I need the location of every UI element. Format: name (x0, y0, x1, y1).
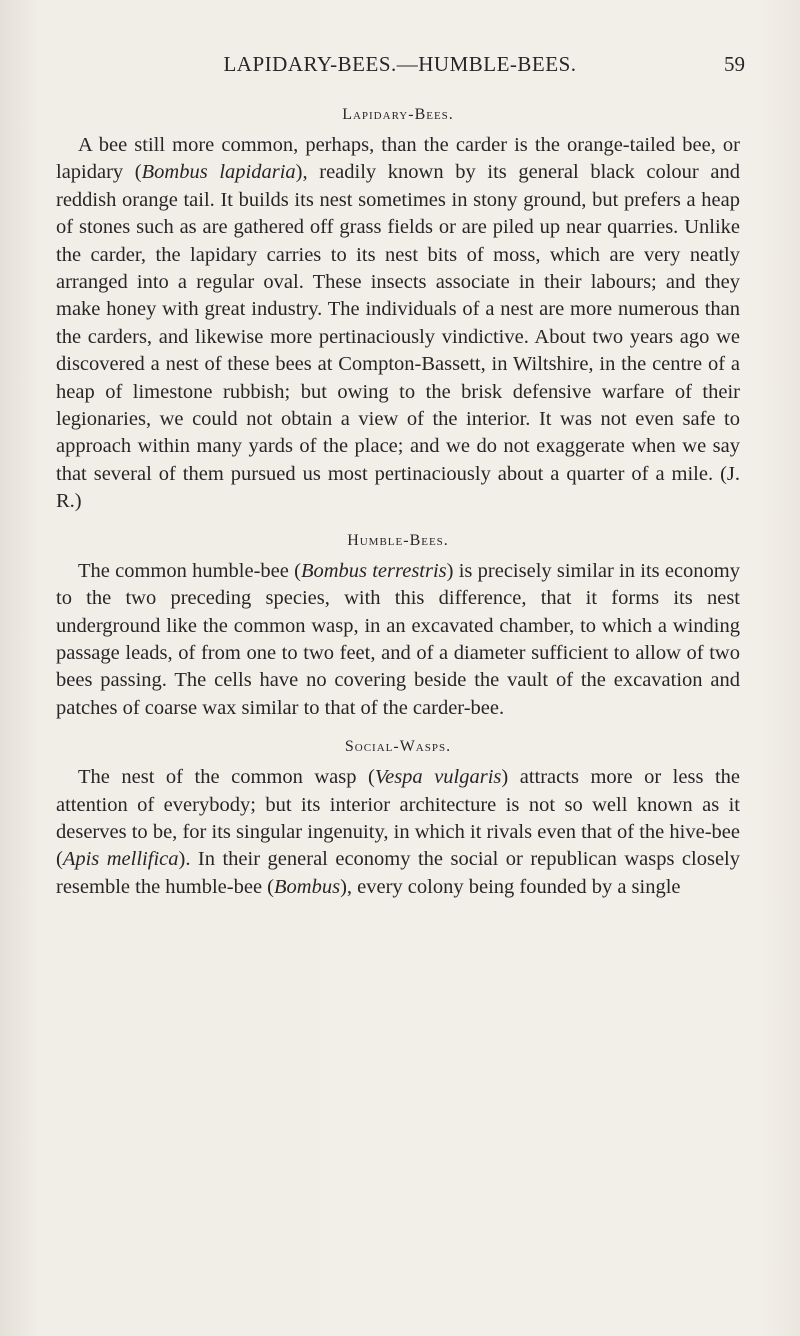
species-name: Vespa vulgaris (374, 766, 502, 789)
species-name: Bombus (274, 875, 341, 898)
species-name: Bombus lapidaria (141, 161, 296, 184)
text-run: The common humble-bee ( (78, 559, 301, 582)
section-title-social-wasps: Social-Wasps. (344, 738, 452, 756)
running-head: LAPIDARY-BEES.—HUMBLE-BEES. (223, 52, 577, 76)
text-run: ) is precisely similar in its economy to the two preceding species, with this difference, that it forms its nest underground like the common wasp, in an excavated chamber, to which a winding passage leads, of from one to two feet, and of a diameter sufficient to allow of two bees passing. The cells have no covering beside the vault of the excavation and patches of coarse wax similar to that of the carder-bee. (56, 559, 741, 719)
text-run: ), every colony being founded by a single (340, 875, 681, 898)
paragraph-humble-bees (56, 558, 740, 722)
text-run: ). In their general economy the social or republican wasps closely resemble the humble-bee ( (56, 848, 741, 898)
section-title-lapidary-bees: Lapidary-Bees. (342, 106, 454, 123)
page-header (55, 52, 745, 88)
text-run: A bee still more common, perhaps, than the carder is the orange-tailed bee, or lapidary ( (56, 134, 740, 184)
species-name: Bombus terrestris (300, 559, 447, 582)
paragraph-lapidary-bees (56, 132, 740, 516)
text-run: The nest of the common wasp ( (78, 766, 375, 789)
page-body (56, 104, 740, 901)
text-run: ), readily known by its general black colour and reddish orange tail. It builds its nest sometimes in stony ground, but prefers a heap of stones such as are gathered off grass fields or are piled up near quarries. Unlike the carder, the lapidary carries to its nest bits of moss, which are very neatly arranged into a regular oval. These insects associate in their labours; and they make honey with great industry. The individuals of a nest are more numerous than the carders, and likewise more pertinaciously vindictive. About two years ago we discovered a nest of these bees at Compton-Bassett, in Wiltshire, in the centre of a heap of limestone rubbish; but owing to the brisk defensive warfare of their legionaries, we could not obtain a view of the interior. It was not even safe to approach within many yards of the place; and we do not exaggerate when we say that several of them pursued us most pertinaciously about a quarter of a mile. (J. R.) (56, 161, 740, 513)
paragraph-social-wasps (56, 764, 740, 901)
page-number: 59 (724, 52, 745, 76)
species-name: Apis mellifica (62, 848, 179, 871)
text-run: ) attracts more or less the attention of everybody; but its interior architecture is not so well known as it deserves to be, for its singular ingenuity, in which it rivals even that of the hive-bee ( (56, 766, 740, 871)
section-title-humble-bees: Humble-Bees. (347, 531, 449, 549)
